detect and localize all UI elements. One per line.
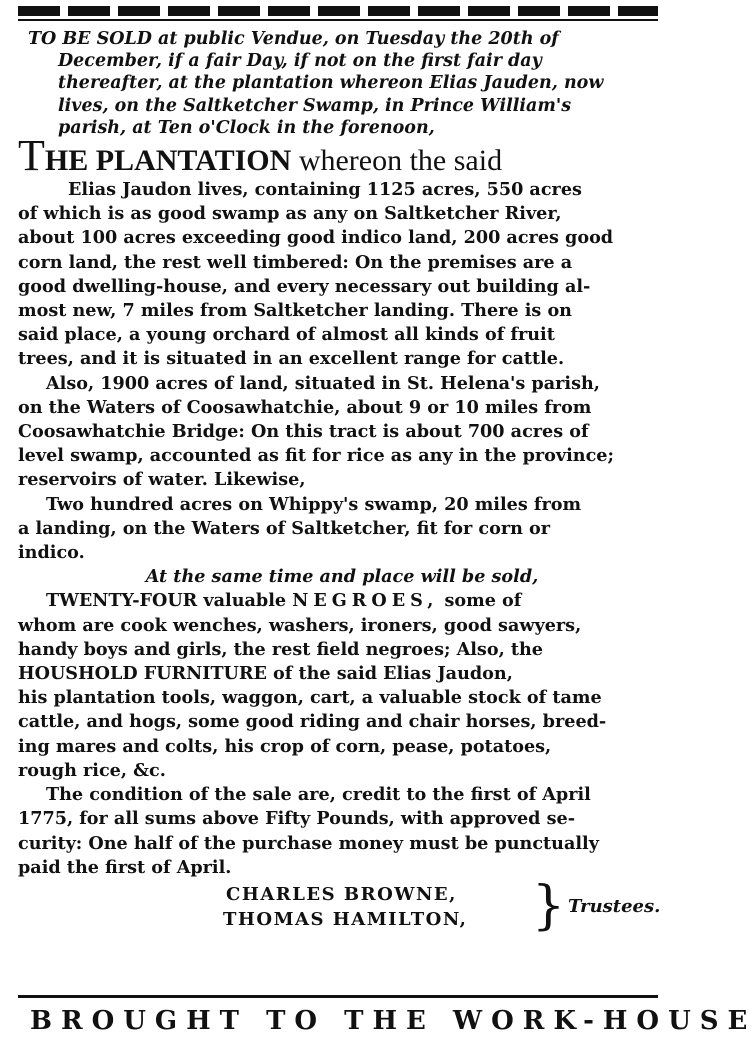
signer-role: Trustees.	[568, 895, 661, 917]
same-time-notice: At the same time and place will be sold,	[145, 566, 539, 588]
para1-line: corn land, the rest well timbered: On the premises are a	[18, 251, 573, 273]
negroes-word: NEGROES,	[292, 590, 439, 612]
advert-headline	[18, 131, 666, 181]
para4-line: ing mares and colts, his crop of corn, pease, potatoes,	[18, 735, 552, 757]
para5-line: The condition of the sale are, credit to the first of April	[46, 784, 591, 806]
para2-line: on the Waters of Coosawhatchie, about 9 or 10 miles from	[18, 396, 592, 418]
para4-first-line	[18, 589, 666, 613]
advert-body	[18, 178, 666, 880]
para3-line: Two hundred acres on Whippy's swamp, 20 miles from	[46, 493, 582, 515]
intro-line: TO BE SOLD at public Vendue, on Tuesday the 20th of	[28, 29, 559, 49]
intro-line: thereafter, at the plantation whereon Elias Jauden, now	[58, 73, 604, 94]
para4-start: TWENTY-FOUR valuable	[46, 590, 287, 612]
para3-line: indico.	[18, 542, 85, 564]
para5-line: 1775, for all sums above Fifty Pounds, with approved se-	[18, 808, 576, 830]
para2-line: Coosawhatchie Bridge: On this tract is about 700 acres of	[18, 421, 589, 443]
signer-charles-browne: CHARLES BROWNE,	[226, 883, 457, 905]
para1-first-line: Elias Jaudon lives, containing 1125 acres, 550 acres	[68, 179, 582, 201]
para4-rest: some of	[444, 590, 522, 612]
intro-line: December, if a fair Day, if not on the first fair day	[58, 51, 542, 72]
para1-line: said place, a young orchard of almost all kinds of fruit	[18, 324, 555, 346]
top-rule	[18, 6, 658, 16]
next-advert-heading: BROUGHT TO THE WORK-HOUSE	[30, 1006, 756, 1036]
intro-line: lives, on the Saltketcher Swamp, in Prince William's	[58, 95, 572, 116]
para4-line: his plantation tools, waggon, cart, a valuable stock of tame	[18, 687, 602, 709]
para2-line: level swamp, accounted as fit for rice as any in the province;	[18, 445, 614, 467]
para5-line: curity: One half of the purchase money must be punctually	[18, 832, 599, 854]
para1-line: about 100 acres exceeding good indico land, 200 acres good	[18, 227, 614, 249]
para4-line: rough rice, &c.	[18, 759, 166, 781]
para2-line: Also, 1900 acres of land, situated in St. Helena's parish,	[46, 372, 600, 394]
advert-intro	[28, 28, 666, 139]
para4-line: whom are cook wenches, washers, ironers, good sawyers,	[18, 614, 582, 636]
para3-line: a landing, on the Waters of Saltketcher, fit for corn or	[18, 517, 551, 539]
para1-line: trees, and it is situated in an excellent range for cattle.	[18, 348, 565, 370]
para4-line: HOUSHOLD FURNITURE of the said Elias Jaudon,	[18, 663, 513, 685]
para1-line: of which is as good swamp as any on Saltketcher River,	[18, 203, 562, 225]
signer-thomas-hamilton: THOMAS HAMILTON,	[223, 908, 468, 930]
headline-drop-cap: T	[18, 131, 45, 181]
headline-tail: whereon the said	[298, 144, 503, 178]
para4-line: handy boys and girls, the rest field negroes; Also, the	[18, 638, 543, 660]
signature-brace: }	[532, 875, 566, 936]
signature-block	[18, 875, 666, 936]
bottom-rule	[18, 995, 658, 998]
para5-line: paid the first of April.	[18, 856, 232, 878]
advertisement	[18, 28, 666, 936]
para4-line: cattle, and hogs, some good riding and chair horses, breed-	[18, 711, 607, 733]
intro-line: parish, at Ten o'Clock in the forenoon,	[58, 117, 435, 138]
headline-title: HE PLANTATION	[44, 144, 292, 178]
para1-line: most new, 7 miles from Saltketcher landing. There is on	[18, 300, 572, 322]
top-rule-thin	[18, 19, 658, 21]
para1-line: good dwelling-house, and every necessary out building al-	[18, 275, 591, 297]
para2-line: reservoirs of water. Likewise,	[18, 469, 306, 491]
